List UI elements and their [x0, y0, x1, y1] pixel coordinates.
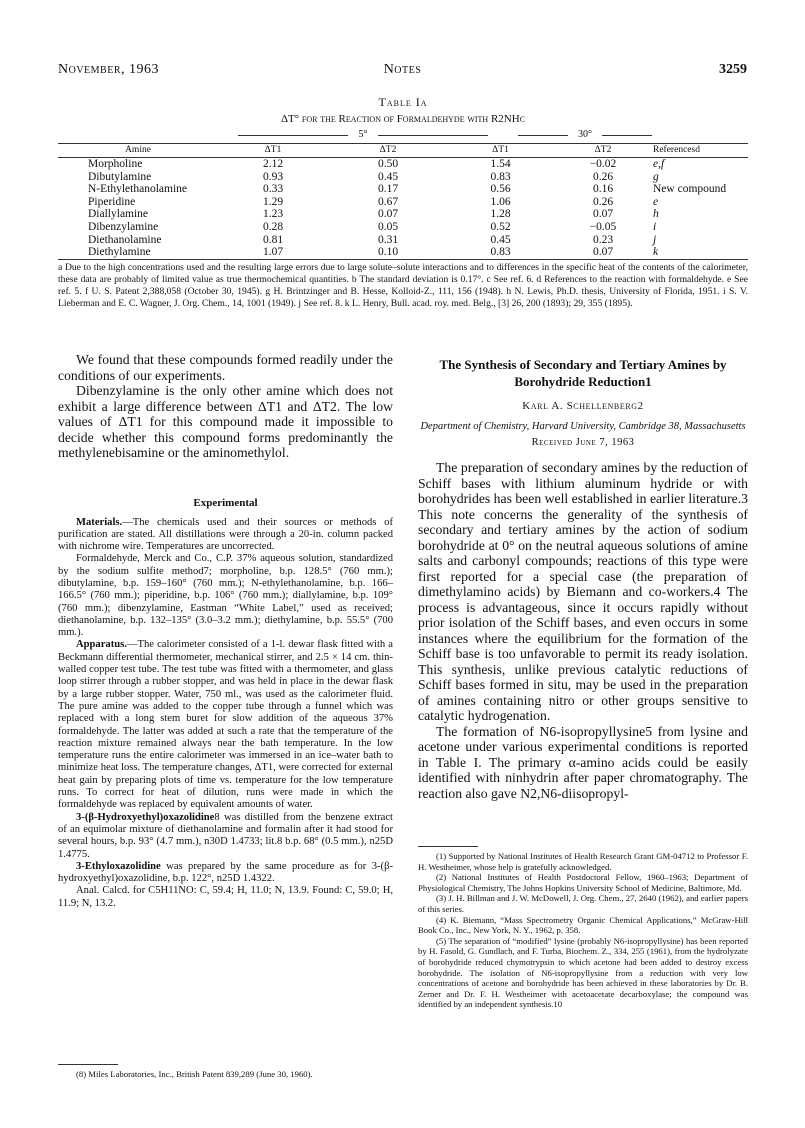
cell-value: 0.26 [592, 170, 614, 183]
column-header: ΔT2 [553, 144, 653, 158]
author-name: Karl A. Schellenberg2 [522, 400, 644, 412]
cell-value: 0.23 [592, 233, 614, 246]
footnote-rule [418, 846, 478, 847]
cell-value: 0.45 [490, 233, 511, 246]
running-head [58, 62, 747, 82]
table-title: Table Ia [378, 95, 428, 109]
cell-amine: Morpholine [88, 158, 143, 170]
rule-5-left [238, 135, 348, 136]
cell-amine: Dibenzylamine [88, 220, 159, 233]
cell-reference: New compound [653, 183, 727, 196]
column-header: ΔT1 [448, 144, 553, 158]
cell-value: 0.28 [262, 220, 284, 233]
cell-value: 0.17 [377, 183, 399, 196]
cell-reference: h [653, 208, 659, 221]
cell-value: 0.67 [377, 195, 399, 208]
rule-30-left [518, 135, 568, 136]
cell-value: 0.56 [490, 183, 511, 196]
cell-amine: Diethylamine [58, 246, 218, 259]
footnote-3: (3) J. H. Billman and J. W. McDowell, J. Org. Chem., 27, 2640 (1962), and earlier papers of this series. [418, 893, 748, 914]
cell-value: 1.29 [262, 195, 284, 208]
table-row [58, 221, 748, 234]
results-table [58, 143, 748, 260]
cell-value: 0.93 [262, 170, 284, 183]
rule-30-right [602, 135, 652, 136]
oxazolidine-paragraph [58, 812, 393, 861]
footnote-rule [58, 1064, 118, 1065]
cell-reference: i [653, 220, 657, 233]
cell-value: 0.07 [553, 246, 653, 259]
cell-value: 0.10 [328, 246, 448, 259]
received-date: Received June 7, 1963 [531, 437, 635, 448]
rule-5-right [378, 135, 488, 136]
cell-value: 0.07 [592, 208, 614, 221]
cell-value: −0.02 [589, 158, 617, 170]
body-paragraph: The formation of N6-isopropyllysine5 from lysine and acetone under various experimental conditions is reported in Table I. The primary α-amino acids could be easily identified with ninhydrin after paper chromatography. The reaction also gave N2,N6-diisopropyl- [418, 723, 748, 801]
cell-value: −0.05 [589, 220, 617, 233]
header-section: Notes [383, 62, 422, 77]
cell-value: 0.83 [448, 246, 553, 259]
column-header: ΔT2 [328, 144, 448, 158]
table-row [58, 246, 748, 259]
cell-amine: Diallylamine [88, 208, 149, 221]
table-row [58, 183, 748, 196]
table-row [58, 234, 748, 247]
cell-value: 1.06 [490, 195, 511, 208]
cell-value: 0.83 [490, 170, 511, 183]
header-date: November, 1963 [58, 62, 160, 77]
temp-5-label: 5° [358, 129, 368, 140]
cell-value: 0.81 [262, 233, 284, 246]
run-in-heading: 3-Ethyloxazolidine [76, 860, 161, 872]
footnote-5: (5) The separation of “modified” lysine (probably N6-isopropyllysine) has been reported by H. Fasold, G. Gundlach, and F. Turba, Biochem. Z., 334, 255 (1961), from the hydrolyzate of borohydride reduced chymotrypsin to which acetone had been added to destroy excess borohydride. The isolation of N6-isopropyllysine from a reduction with very low concentrations of acetone and borohydride has been achieved in these laboratories by Dr. B. Zerner and Dr. F. H. Westheimer with acetoacetate decarboxylase; the compound was identified by an independent synthesis.10 [418, 935, 748, 1010]
table-footnotes: a Due to the high concentrations used and the resulting large errors due to large solute–solute interactions and to differences in the specific heat of the contents of the calorimeter, these data are probably of limited value as true thermochemical quantities. b The standard deviation is 0.17°. c See ref. 6. d References to the reaction with formaldehyde. e See ref. 5. f U. S. Patent 2,388,058 (October 30, 1945). g H. Brintzinger and B. Hesse, Kolloid-Z., 111, 156 (1948). h N. Lewis, Ph.D. thesis, University of Florida, 1951. i S. V. Lieberman and E. C. Wagner, J. Org. Chem., 14, 1001 (1949). j See ref. 8. k L. Henry, Bull. acad. roy. med. Belg., [3] 26, 200 (1893); 29, 355 (1895). [58, 261, 748, 309]
cell-value: 0.52 [490, 220, 511, 233]
column-header: ΔT1 [218, 144, 328, 158]
table-header-row [58, 144, 748, 158]
cell-value: 0.50 [377, 158, 399, 170]
body-paragraph: Dibenzylamine is the only other amine which does not exhibit a large difference between ΔT1 and ΔT2. The low values of ΔT1 for this compound made it impossible to decide whether this compound forms predominantly the methylenebisamine or the aminomethylol. [58, 383, 393, 460]
paragraph-text: —The calorimeter consisted of a 1-l. dewar flask fitted with a Beckmann differential thermometer, mechanical stirrer, and 2.5 × 14 cm. thin-walled copper test tube. The test tube was fitted with a thermometer, and glass loop stirrer through a rubber stopper, and was held in place in the dewar flask by a large rubber stopper. Water, 750 ml., was used as the calorimeter fluid. The pure amine was added to the copper tube through a funnel which was replaced with a long stem buret for slow addition of the aqueous 37% formaldehyde. The latter was added at such a rate that the temperature of the reaction mixture remained always near the bath temperature. In the low temperature runs the entire calorimeter was immersed in an ice–water bath to minimize heat loss. The temperature changes, ΔT1, were corrected for external heat gain by preparing plots of time vs. temperature for the low temperature runs. To correct for heat of dilution, runs were made in which the formaldehyde was replaced by equivalent amounts of water. [58, 639, 393, 811]
cell-reference: e [653, 195, 659, 208]
cell-value: 0.31 [377, 233, 399, 246]
footnote-8: (8) Miles Laboratories, Inc., British Patent 839,289 (June 30, 1960). [76, 1069, 313, 1079]
cell-value: 1.54 [490, 158, 511, 170]
cell-value: 2.12 [262, 158, 284, 170]
apparatus-paragraph [58, 639, 393, 811]
cell-amine: N-Ethylethanolamine [88, 183, 187, 196]
cell-value: 0.45 [377, 170, 399, 183]
author-affiliation: Department of Chemistry, Harvard University, Cambridge 38, Massachusetts [420, 421, 746, 432]
cell-value: 1.28 [490, 208, 511, 221]
cell-value: 1.23 [262, 208, 284, 221]
table-row [58, 158, 748, 171]
cell-value: 1.07 [218, 246, 328, 259]
paragraph-text: 8 was distilled from the benzene extract of an equimolar mixture of diethanolamine and formalin after it had stood for several hours, b.p. 93° (4.7 mm.), n30D 1.4733; lit.8 b.p. 68° (0.5 mm.), n25D 1.4775. [58, 811, 393, 860]
table-row [58, 196, 748, 209]
left-column [58, 352, 393, 910]
run-in-heading: 3-(β-Hydroxyethyl)oxazolidine [76, 811, 215, 823]
cell-value: 0.26 [592, 195, 614, 208]
run-in-heading: Materials. [76, 516, 123, 528]
cell-reference: g [653, 170, 659, 183]
cell-value: 0.16 [592, 183, 614, 196]
paragraph-text: was prepared by the same procedure as for 3-(β-hydroxyethyl)oxazolidine, b.p. 122°, n25D 1.4322. [58, 860, 393, 885]
article-title: The Synthesis of Secondary and Tertiary Amines by Borohydride Reduction1 [439, 357, 727, 389]
temperature-group-header [58, 129, 748, 143]
paragraph-text: —The chemicals used and their sources or methods of purification are stated. All distillations were through a 20-in. column packed with nichrome wire. Temperatures are uncorrected. [58, 516, 393, 553]
left-footnote [58, 1064, 393, 1080]
experimental-heading: Experimental [193, 496, 258, 509]
column-header: Referencesd [653, 144, 748, 158]
cell-amine: Diethanolamine [88, 233, 162, 246]
footnote-2: (2) National Institutes of Health Postdoctoral Fellow, 1960–1963; Department of Physiological Chemistry, The Johns Hopkins University School of Medicine, Baltimore, Md. [418, 872, 748, 893]
column-header: Amine [58, 144, 218, 158]
cell-value: 0.33 [262, 183, 284, 196]
right-footnotes [418, 846, 748, 1010]
right-column [418, 356, 748, 801]
table-row [58, 208, 748, 221]
footnote-1: (1) Supported by National Institutes of Health Research Grant GM-04712 to Professor F. H. Westheimer, whose help is gratefully acknowledged. [418, 851, 748, 872]
cell-reference: e,f [653, 158, 665, 170]
temp-30-label: 30° [578, 129, 592, 140]
body-paragraph: We found that these compounds formed readily under the conditions of our experiments. [58, 352, 393, 383]
table-1 [58, 95, 748, 310]
ethyloxazolidine-paragraph [58, 861, 393, 886]
cell-value: 0.05 [377, 220, 399, 233]
page-number: 3259 [719, 62, 747, 77]
run-in-heading: Apparatus. [76, 639, 127, 651]
cell-value: 0.07 [377, 208, 399, 221]
body-paragraph: The preparation of secondary amines by the reduction of Schiff bases with lithium aluminum hydride or with borohydrides has been well established in earlier literature.3 This note concerns the generality of the synthesis of secondary and tertiary amines by the action of sodium borohydride at 0° on the neutral aqueous solutions of amine salts and carbonyl compounds; reactions of this type were first reported for a special case (the preparation of dimethylamino acids) by Biemann and co-workers.4 The process is advantageous, since it occurs rapidly without prior isolation of the Schiff bases, and even occurs in some instances where the equilibrium for the formation of the Schiff base is too unfavorable to permit its ready isolation. This synthesis, unlike previous catalytic reductions of Schiff bases formed in situ, may be used in the preparation of amines containing nitro or other groups sensitive to catalytic hydrogenation. [418, 460, 748, 723]
cell-reference: j [653, 233, 657, 246]
cell-amine: Dibutylamine [88, 170, 152, 183]
formaldehyde-paragraph: Formaldehyde, Merck and Co., C.P. 37% aqueous solution, standardized by the sodium sulfite method7; morpholine, b.p. 128.5° (760 mm.); dibutylamine, b.p. 159–160° (760 mm.); N-ethylethanolamine, b.p. 166–166.5° (760 mm.); piperidine, b.p. 106° (760 mm.); diallylamine, b.p. 109° (760 mm.); dibenzylamine, Eastman “White Label,” used as received; diethanolamine, b.p. 132–135° (3.0–3.2 mm.); diethylamine, b.p. 55.5° (700 mm.). [58, 553, 393, 639]
footnote-4: (4) K. Biemann, “Mass Spectrometry Organic Chemical Applications,” McGraw-Hill Book Co., Inc., New York, N. Y., 1962, p. 358. [418, 914, 748, 936]
analysis-paragraph: Anal. Calcd. for C5H11NO: C, 59.4; H, 11.0; N, 13.9. Found: C, 59.0; H, 11.9; N, 13.2. [58, 885, 393, 909]
cell-reference: k [653, 246, 748, 259]
cell-amine: Piperidine [88, 195, 136, 208]
table-row [58, 171, 748, 184]
materials-paragraph [58, 517, 393, 554]
table-caption: ΔT° for the Reaction of Formaldehyde with R2NHc [280, 113, 526, 125]
